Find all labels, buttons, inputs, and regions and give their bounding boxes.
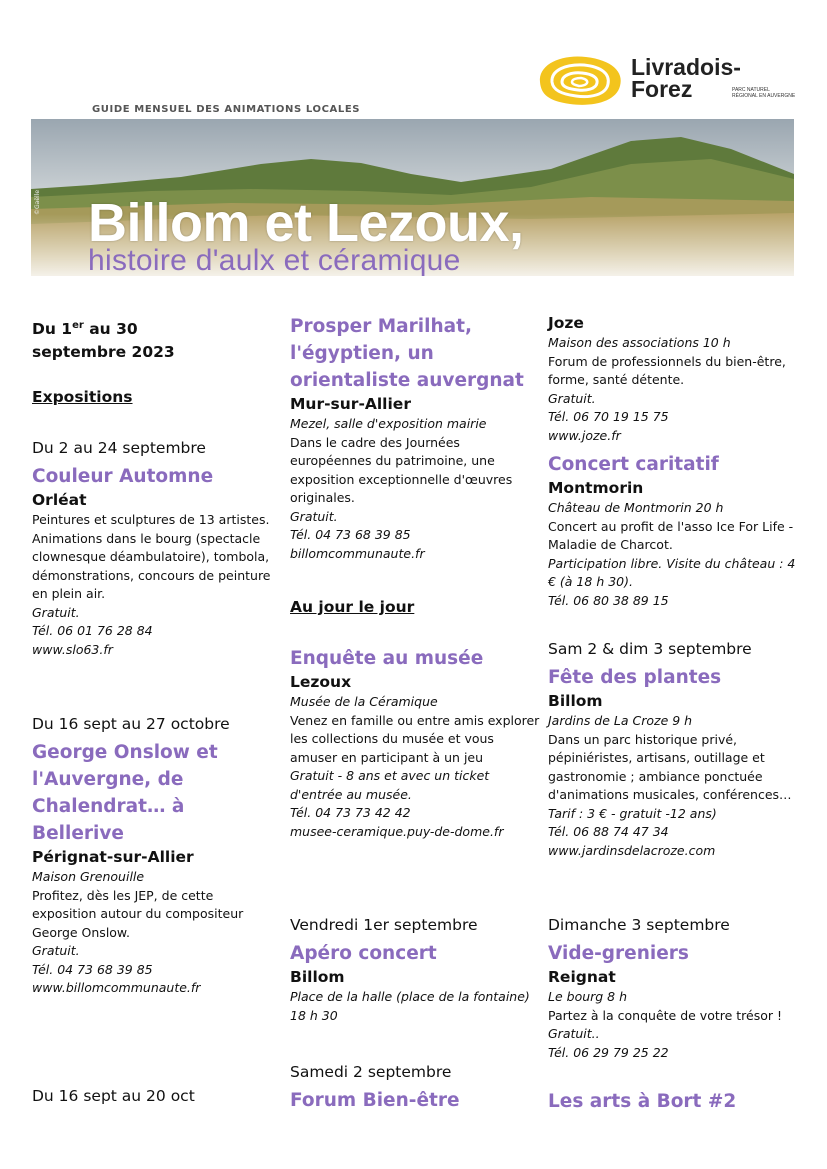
event-price: Gratuit. — [290, 508, 338, 524]
event-place: Reignat — [548, 968, 616, 986]
photo-credit: ©Gaëlle — [34, 189, 41, 215]
event-place: Montmorin — [548, 479, 644, 497]
event-website: musee-ceramique.puy-de-dome.fr — [290, 823, 504, 839]
event-date-next: Du 16 sept au 20 oct — [32, 1087, 195, 1105]
section-expositions: Expositions — [32, 388, 133, 406]
event-description: Forum de professionnels du bien-être, forme, santé détente. — [548, 353, 786, 387]
event-title: Vide-greniers — [548, 943, 689, 964]
livradois-forez-logo — [534, 52, 796, 108]
event-description: Venez en famille ou entre amis explorer les collections du musée et vous amuser en participant à un jeu — [290, 712, 540, 765]
event-venue: Le bourg 8 h — [548, 989, 628, 1004]
event-phone: Tél. 04 73 73 42 42 — [290, 805, 411, 820]
event-phone: Tél. 06 88 74 47 34 — [548, 824, 669, 839]
event-title: Prosper Marilhat, l'égyptien, un orientaliste auvergnat — [290, 316, 524, 391]
event-concert-caritatif — [548, 451, 798, 610]
event-title: George Onslow et l'Auvergne, de Chalendrat… à Bellerive — [32, 742, 218, 844]
event-title: Apéro concert — [290, 943, 437, 964]
period-line2: septembre 2023 — [32, 343, 175, 362]
event-title: Forum Bien-être — [290, 1090, 460, 1111]
event-venue: Château de Montmorin 20 h — [548, 500, 724, 515]
logo-word-2: Forez — [631, 76, 693, 102]
event-website: www.jardinsdelacroze.com — [548, 842, 716, 858]
event-description: Partez à la conquête de votre trésor ! — [548, 1007, 783, 1023]
event-price: Gratuit. — [32, 943, 80, 958]
event-website: www.billomcommunaute.fr — [32, 980, 201, 995]
event-venue: Place de la halle (place de la fontaine) 18 h 30 — [290, 989, 530, 1023]
event-date: Du 16 sept au 27 octobre — [32, 715, 230, 733]
period-heading — [32, 314, 272, 364]
event-description: Concert au profit de l'asso Ice For Life - Maladie de Charcot. — [548, 518, 794, 552]
event-fete-des-plantes — [548, 639, 798, 860]
event-venue: Maison Grenouille — [32, 869, 145, 884]
event-place: Pérignat-sur-Allier — [32, 848, 194, 866]
event-description: Dans un parc historique privé, pépiniéristes, artisans, outillage et gastronomie ; ambiance ponctuée d'animations musicales, conférences… — [548, 731, 792, 802]
event-phone: Tél. 04 73 68 39 85 — [290, 527, 411, 542]
event-note: Participation libre. Visite du château : 4 € (à 18 h 30). — [548, 555, 796, 589]
event-description: Dans le cadre des Journées européennes du patrimoine, une exposition exceptionnelle d'œuvres originales. — [290, 434, 513, 505]
event-phone: Tél. 06 29 79 25 22 — [548, 1044, 669, 1060]
event-title: Fête des plantes — [548, 667, 722, 688]
event-place: Lezoux — [290, 673, 352, 691]
event-prosper-marilhat — [290, 313, 540, 563]
park-logo-icon — [534, 52, 626, 108]
guide-heading: GUIDE MENSUEL DES ANIMATIONS LOCALES — [92, 104, 361, 115]
event-venue: Mezel, salle d'exposition mairie — [290, 416, 487, 431]
logo-word-1: Livradois- — [631, 54, 741, 80]
event-price: Tarif : 3 € - gratuit -12 ans) — [548, 805, 717, 821]
event-phone: Tél. 06 01 76 28 84 — [32, 623, 153, 638]
event-enquete-musee — [290, 645, 540, 841]
event-place: Orléat — [32, 491, 87, 509]
event-phone: Tél. 06 80 38 89 15 — [548, 592, 669, 608]
event-forum-bien-etre — [290, 1062, 540, 1114]
event-website: billomcommunaute.fr — [290, 545, 425, 561]
event-date: Samedi 2 septembre — [290, 1063, 452, 1081]
period-sup: er — [72, 320, 84, 331]
event-phone: Tél. 06 70 19 15 75 — [548, 409, 669, 424]
event-website: www.joze.fr — [548, 427, 621, 443]
event-price: Gratuit.. — [548, 1026, 600, 1041]
event-title: Concert caritatif — [548, 454, 719, 475]
event-apero-concert — [290, 915, 540, 1025]
event-george-onslow — [32, 714, 272, 998]
event-phone: Tél. 04 73 68 39 85 — [32, 961, 153, 977]
event-description: Peintures et sculptures de 13 artistes. Animations dans le bourg (spectacle clownesque déambulatoire), tombola, démonstrations, concours de peinture en plein air. — [32, 512, 271, 601]
event-venue: Musée de la Céramique — [290, 694, 438, 709]
event-price: Gratuit - 8 ans et avec un ticket d'entrée au musée. — [290, 768, 490, 802]
event-price: Gratuit. — [32, 604, 80, 620]
event-place: Mur-sur-Allier — [290, 395, 411, 413]
section-au-jour-le-jour: Au jour le jour — [290, 598, 415, 616]
event-date: Dimanche 3 septembre — [548, 916, 730, 934]
event-place: Billom — [548, 692, 603, 710]
period-prefix: Du 1 — [32, 320, 73, 339]
event-venue: Jardins de La Croze 9 h — [548, 713, 693, 728]
period-suffix: au 30 — [83, 320, 138, 339]
event-vide-greniers — [548, 915, 798, 1062]
event-description: Profitez, dès les JEP, de cette exposition autour du compositeur George Onslow. — [32, 887, 244, 940]
event-title-arts-bort: Les arts à Bort #2 — [548, 1091, 737, 1112]
logo-subtitle: PARC NATUREL RÉGIONAL EN AUVERGNE — [732, 87, 796, 99]
event-couleur-automne — [32, 438, 272, 659]
event-title: Enquête au musée — [290, 648, 484, 669]
event-date: Vendredi 1er septembre — [290, 916, 478, 934]
event-place: Joze — [548, 314, 584, 332]
event-joze-forum — [548, 313, 798, 445]
event-venue: Maison des associations 10 h — [548, 335, 731, 350]
event-date: Sam 2 & dim 3 septembre — [548, 640, 752, 658]
event-price: Gratuit. — [548, 390, 596, 406]
event-title: Couleur Automne — [32, 466, 214, 487]
event-date: Du 2 au 24 septembre — [32, 439, 206, 457]
event-website: www.slo63.fr — [32, 641, 113, 657]
banner-title: Billom et Lezoux, — [88, 193, 524, 253]
event-place: Billom — [290, 968, 345, 986]
banner-subtitle: histoire d'aulx et céramique — [88, 244, 461, 277]
